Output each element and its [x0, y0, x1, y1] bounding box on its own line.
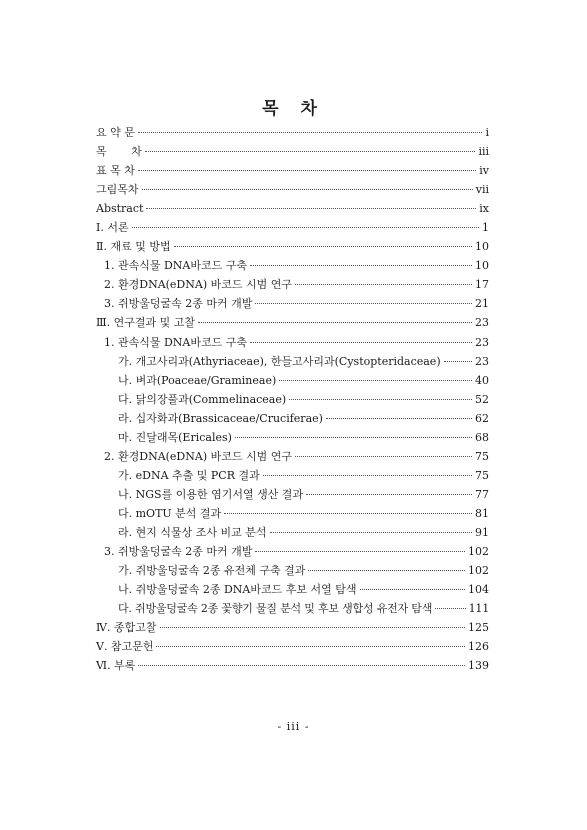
dot-leader — [198, 322, 472, 323]
toc-section[interactable] — [96, 256, 489, 275]
toc-entry-page: 111 — [468, 602, 489, 616]
toc-entry-page: 10 — [475, 240, 489, 254]
toc-subsection[interactable] — [96, 485, 489, 504]
toc-entry-label: 3. 쥐방울덩굴속 2종 마커 개발 — [104, 545, 253, 559]
toc-entry-label: Ⅴ. 참고문헌 — [96, 640, 154, 654]
dot-leader — [444, 361, 472, 362]
dot-leader — [326, 418, 472, 419]
toc-entry-page: 75 — [475, 449, 489, 463]
toc-entry-label: 나. NGS를 이용한 염기서열 생산 결과 — [118, 487, 304, 501]
toc-entry-label: 다. 쥐방울덩굴속 2종 꽃향기 물질 분석 및 후보 생합성 유전자 탐색 — [118, 602, 433, 616]
dot-leader — [263, 475, 472, 476]
dot-leader — [255, 303, 472, 304]
toc-chapter-methods[interactable] — [96, 237, 489, 256]
toc-entry-label: Ⅱ. 재료 및 방법 — [96, 240, 171, 254]
toc-entry-page: 40 — [475, 373, 489, 387]
toc-subsection[interactable] — [96, 466, 489, 485]
dot-leader — [235, 437, 472, 438]
toc-entry-label: 라. 현지 식물상 조사 비교 분석 — [118, 525, 267, 539]
toc-subsection[interactable] — [96, 428, 489, 447]
toc-chapter-references[interactable] — [96, 637, 489, 656]
dot-leader — [224, 513, 472, 514]
toc-entry-page: 102 — [468, 545, 489, 559]
toc-entry-page: iii — [478, 145, 489, 159]
toc-entry-page: 102 — [468, 564, 489, 578]
toc-entry-page: 126 — [468, 640, 489, 654]
toc-entry-label: 3. 쥐방울덩굴속 2종 마커 개발 — [104, 297, 253, 311]
toc-entry-abstract[interactable] — [96, 199, 489, 218]
toc-entry-page: i — [485, 126, 489, 139]
toc-entry-page: iv — [479, 164, 489, 178]
dot-leader — [255, 551, 465, 552]
toc-entry-page: 125 — [468, 621, 489, 635]
dot-leader — [132, 227, 479, 228]
page-number-footer: - iii - — [277, 720, 310, 733]
dot-leader — [270, 532, 473, 533]
dot-leader — [250, 342, 472, 343]
toc-section[interactable] — [96, 447, 489, 466]
toc-entry-list-of-tables[interactable] — [96, 161, 489, 180]
toc-entry-label: Ⅵ. 부록 — [96, 659, 136, 673]
toc-subsection[interactable] — [96, 390, 489, 409]
toc-entry-label: 1. 관속식물 DNA바코드 구축 — [104, 259, 248, 273]
dot-leader — [138, 665, 465, 666]
toc-subsection[interactable] — [96, 523, 489, 542]
toc-entry-label: Ⅰ. 서론 — [96, 221, 129, 235]
toc-entry-summary[interactable] — [96, 123, 489, 142]
dot-leader — [146, 208, 476, 209]
toc-entry-page: 10 — [475, 259, 489, 273]
toc-entry-page: 77 — [475, 487, 489, 501]
toc-entry-label: 나. 벼과(Poaceae/Gramineae) — [118, 373, 277, 387]
toc-entry-page: ix — [479, 202, 489, 216]
toc-entry-label: 라. 십자화과(Brassicaceae/Cruciferae) — [118, 411, 323, 425]
dot-leader — [295, 456, 472, 457]
toc-entry-label: 요 약 문 — [96, 126, 135, 139]
toc-subsection[interactable] — [96, 409, 489, 428]
toc-entry-label: 2. 환경DNA(eDNA) 바코드 시범 연구 — [104, 449, 292, 463]
toc-entry-page: 68 — [475, 430, 489, 444]
dot-leader — [279, 380, 472, 381]
toc-entry-label: 나. 쥐방울덩굴속 2종 DNA바코드 후보 서열 탐색 — [118, 583, 357, 597]
toc-chapter-discussion[interactable] — [96, 618, 489, 637]
toc-entry-page: 62 — [475, 411, 489, 425]
toc-entry-label: Abstract — [96, 202, 144, 216]
toc-entry-contents[interactable] — [96, 142, 489, 161]
toc-entry-label: 마. 진달래목(Ericales) — [118, 430, 232, 444]
toc-subsection[interactable] — [96, 504, 489, 523]
toc-entry-label: 표 목 차 — [96, 164, 135, 178]
toc-entry-page: 75 — [475, 468, 489, 482]
toc-section[interactable] — [96, 294, 489, 313]
dot-leader — [145, 151, 476, 152]
dot-leader — [295, 284, 472, 285]
toc-entry-label: 가. eDNA 추출 및 PCR 결과 — [118, 468, 260, 482]
dot-leader — [138, 132, 483, 133]
toc-entry-page: 1 — [482, 221, 489, 235]
toc-subsection[interactable] — [96, 371, 489, 390]
toc-entry-page: 104 — [468, 583, 489, 597]
table-of-contents — [96, 123, 489, 675]
toc-entry-label: 그림목차 — [96, 183, 139, 197]
toc-section[interactable] — [96, 333, 489, 352]
toc-entry-page: 21 — [475, 297, 489, 311]
toc-entry-page: 139 — [468, 659, 489, 673]
page-title: 목 차 — [262, 99, 325, 119]
toc-entry-page: 52 — [475, 392, 489, 406]
toc-entry-label: 가. 쥐방울덩굴속 2종 유전체 구축 결과 — [118, 564, 306, 578]
toc-entry-page: 91 — [475, 525, 489, 539]
dot-leader — [142, 189, 473, 190]
toc-section[interactable] — [96, 275, 489, 294]
toc-chapter-introduction[interactable] — [96, 218, 489, 237]
dot-leader — [174, 246, 472, 247]
toc-subsection[interactable] — [96, 599, 489, 618]
dot-leader — [160, 627, 466, 628]
toc-entry-list-of-figures[interactable] — [96, 180, 489, 199]
toc-entry-label: 다. 닭의장풀과(Commelinaceae) — [118, 392, 287, 406]
dot-leader — [435, 608, 465, 609]
dot-leader — [289, 399, 472, 400]
toc-subsection[interactable] — [96, 352, 489, 371]
toc-entry-page: 23 — [475, 335, 489, 349]
toc-entry-label: 가. 개고사리과(Athyriaceae), 한들고사리과(Cystopteridaceae) — [118, 354, 441, 368]
toc-entry-label: 1. 관속식물 DNA바코드 구축 — [104, 335, 248, 349]
toc-entry-page: 17 — [475, 278, 489, 292]
dot-leader — [306, 494, 472, 495]
toc-section[interactable] — [96, 542, 489, 561]
toc-entry-label: Ⅳ. 종합고찰 — [96, 621, 157, 635]
toc-entry-page: vii — [475, 183, 489, 197]
toc-subsection[interactable] — [96, 561, 489, 580]
toc-subsection[interactable] — [96, 580, 489, 599]
toc-entry-page: 23 — [475, 354, 489, 368]
toc-entry-label: Ⅲ. 연구결과 및 고찰 — [96, 316, 195, 330]
dot-leader — [360, 589, 465, 590]
toc-entry-page: 81 — [475, 506, 489, 520]
toc-chapter-appendix[interactable] — [96, 656, 489, 675]
toc-entry-label: 2. 환경DNA(eDNA) 바코드 시범 연구 — [104, 278, 292, 292]
toc-entry-label: 목 차 — [96, 145, 142, 159]
toc-chapter-results[interactable] — [96, 313, 489, 332]
dot-leader — [156, 646, 465, 647]
dot-leader — [138, 170, 476, 171]
toc-entry-label: 다. mOTU 분석 결과 — [118, 506, 222, 520]
toc-entry-page: 23 — [475, 316, 489, 330]
dot-leader — [250, 265, 472, 266]
dot-leader — [308, 570, 465, 571]
